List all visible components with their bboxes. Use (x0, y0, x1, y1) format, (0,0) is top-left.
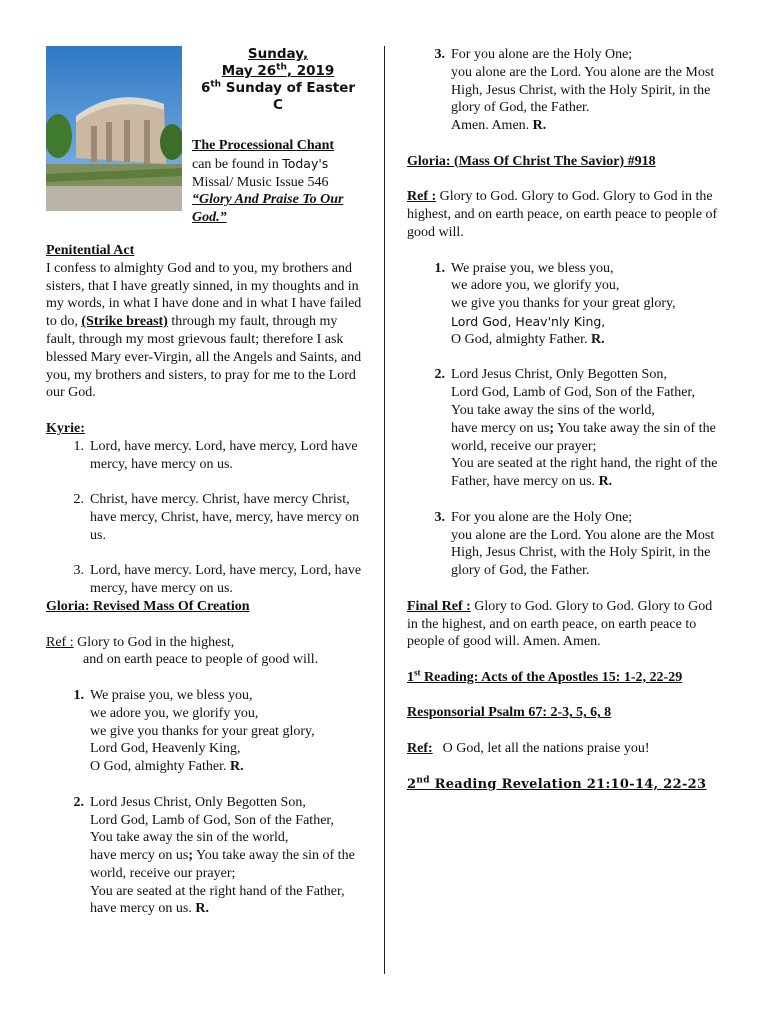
processional-block (192, 137, 364, 227)
sunday-year: C (273, 97, 283, 113)
gloria1-ref: Ref : Glory to God in the highest, (46, 634, 235, 650)
first-reading: 1st Reading: Acts of the Apostles 15: 1-2, 22-29 (407, 667, 683, 685)
gloria2-verse3: 3. For you alone are the Holy One; you alone are the Lord. You alone are the Most High, Jesus Christ, with the Holy Spirit, in the glory of God, the Father. (434, 509, 715, 579)
gloria2-final-ref: Final Ref : Glory to God. Glory to God. Glory to God in the highest, and on earth peace, on earth peace to people of good will. Amen. Amen. (407, 598, 713, 650)
date-header (192, 46, 364, 114)
gloria2-ref: Ref : Glory to God. Glory to God. Glory to God in the highest, and on earth peace, on earth peace to people of good will. (407, 189, 718, 240)
gloria1-verse3: 3. For you alone are the Holy One; you alone are the Lord. You alone are the Most High, Jesus Christ, with the Holy Spirit, in the glory of God, the Father. Amen. Amen. R. (434, 47, 715, 134)
penitential-heading: Penitential Act (46, 243, 135, 258)
church-photo (46, 46, 182, 211)
date-line2: May 26th, 2019 (221, 62, 335, 79)
second-reading: 2nd Reading Revelation 21:10-14, 22-23 (407, 775, 707, 792)
psalm-ref: Ref: O God, let all the nations praise you! (407, 741, 650, 757)
sunday-line: 6th Sunday of Easter (200, 79, 356, 96)
gloria2-verse2: 2. Lord Jesus Christ, Only Begotten Son, Lord God, Lamb of God, Son of the Father, You take away the sins of the world, have mercy on us; You take away the sin of the world, receive our prayer; You are seated at the right hand, the right of the Father, have mercy on us. R. (434, 367, 718, 490)
left-column (46, 242, 364, 918)
gloria2-heading: Gloria: (Mass Of Christ The Savior) #918 (407, 153, 656, 169)
date-line1: Sunday, (247, 46, 309, 62)
processional-line2: Missal/ Music Issue 546 (192, 174, 329, 190)
right-column (407, 46, 725, 793)
kyrie-item: 1. Lord, have mercy. Lord, have mercy, Lord have mercy, have mercy on us. (73, 438, 358, 472)
column-divider (384, 46, 385, 974)
processional-heading: The Processional Chant (192, 138, 335, 153)
penitential-text: I confess to almighty God and to you, my brothers and sisters, that I have greatly sinned, in my thoughts and in my words, in what I have done and in what I have failed to do, (Strike breast) through my fault, through my fault, through my most grievous fault; therefore I ask blessed Mary ever-Virgin, all the Angels and Saints, and you, my brothers and sisters, to pray for me to the Lord our God. (46, 260, 362, 401)
kyrie-item: 3. Lord, have mercy. Lord, have mercy, Lord, have mercy, have mercy on us. (73, 563, 362, 597)
gloria1-verse1: 1. We praise you, we bless you, we adore you, we glorify you, we give you thanks for your great glory, Lord God, Heavenly King, O God, almighty Father. R. (73, 687, 315, 775)
processional-title: “Glory And Praise To Our God.” (192, 192, 344, 226)
processional-line1: can be found in Today's (192, 155, 329, 172)
gloria2-verse1: 1. We praise you, we bless you, we adore you, we glorify you, we give you thanks for your great glory, Lord God, Heav'nly King, O God, almighty Father. R. (434, 260, 676, 347)
gloria1-ref-line2: and on earth peace to people of good will. (83, 652, 319, 668)
kyrie-heading: Kyrie: (46, 420, 85, 436)
gloria1-heading: Gloria: Revised Mass Of Creation (46, 598, 250, 614)
kyrie-item: 2. Christ, have mercy. Christ, have mercy Christ, have mercy, Christ, have, mercy, have mercy on us. (73, 492, 360, 543)
gloria1-verse2: 2. Lord Jesus Christ, Only Begotten Son, Lord God, Lamb of God, Son of the Father, You take away the sin of the world, have mercy on us; You take away the sin of the world, receive our prayer; You are seated at the right hand of the Father, have mercy on us. R. (73, 794, 355, 917)
responsorial-psalm: Responsorial Psalm 67: 2-3, 5, 6, 8 (407, 705, 612, 721)
